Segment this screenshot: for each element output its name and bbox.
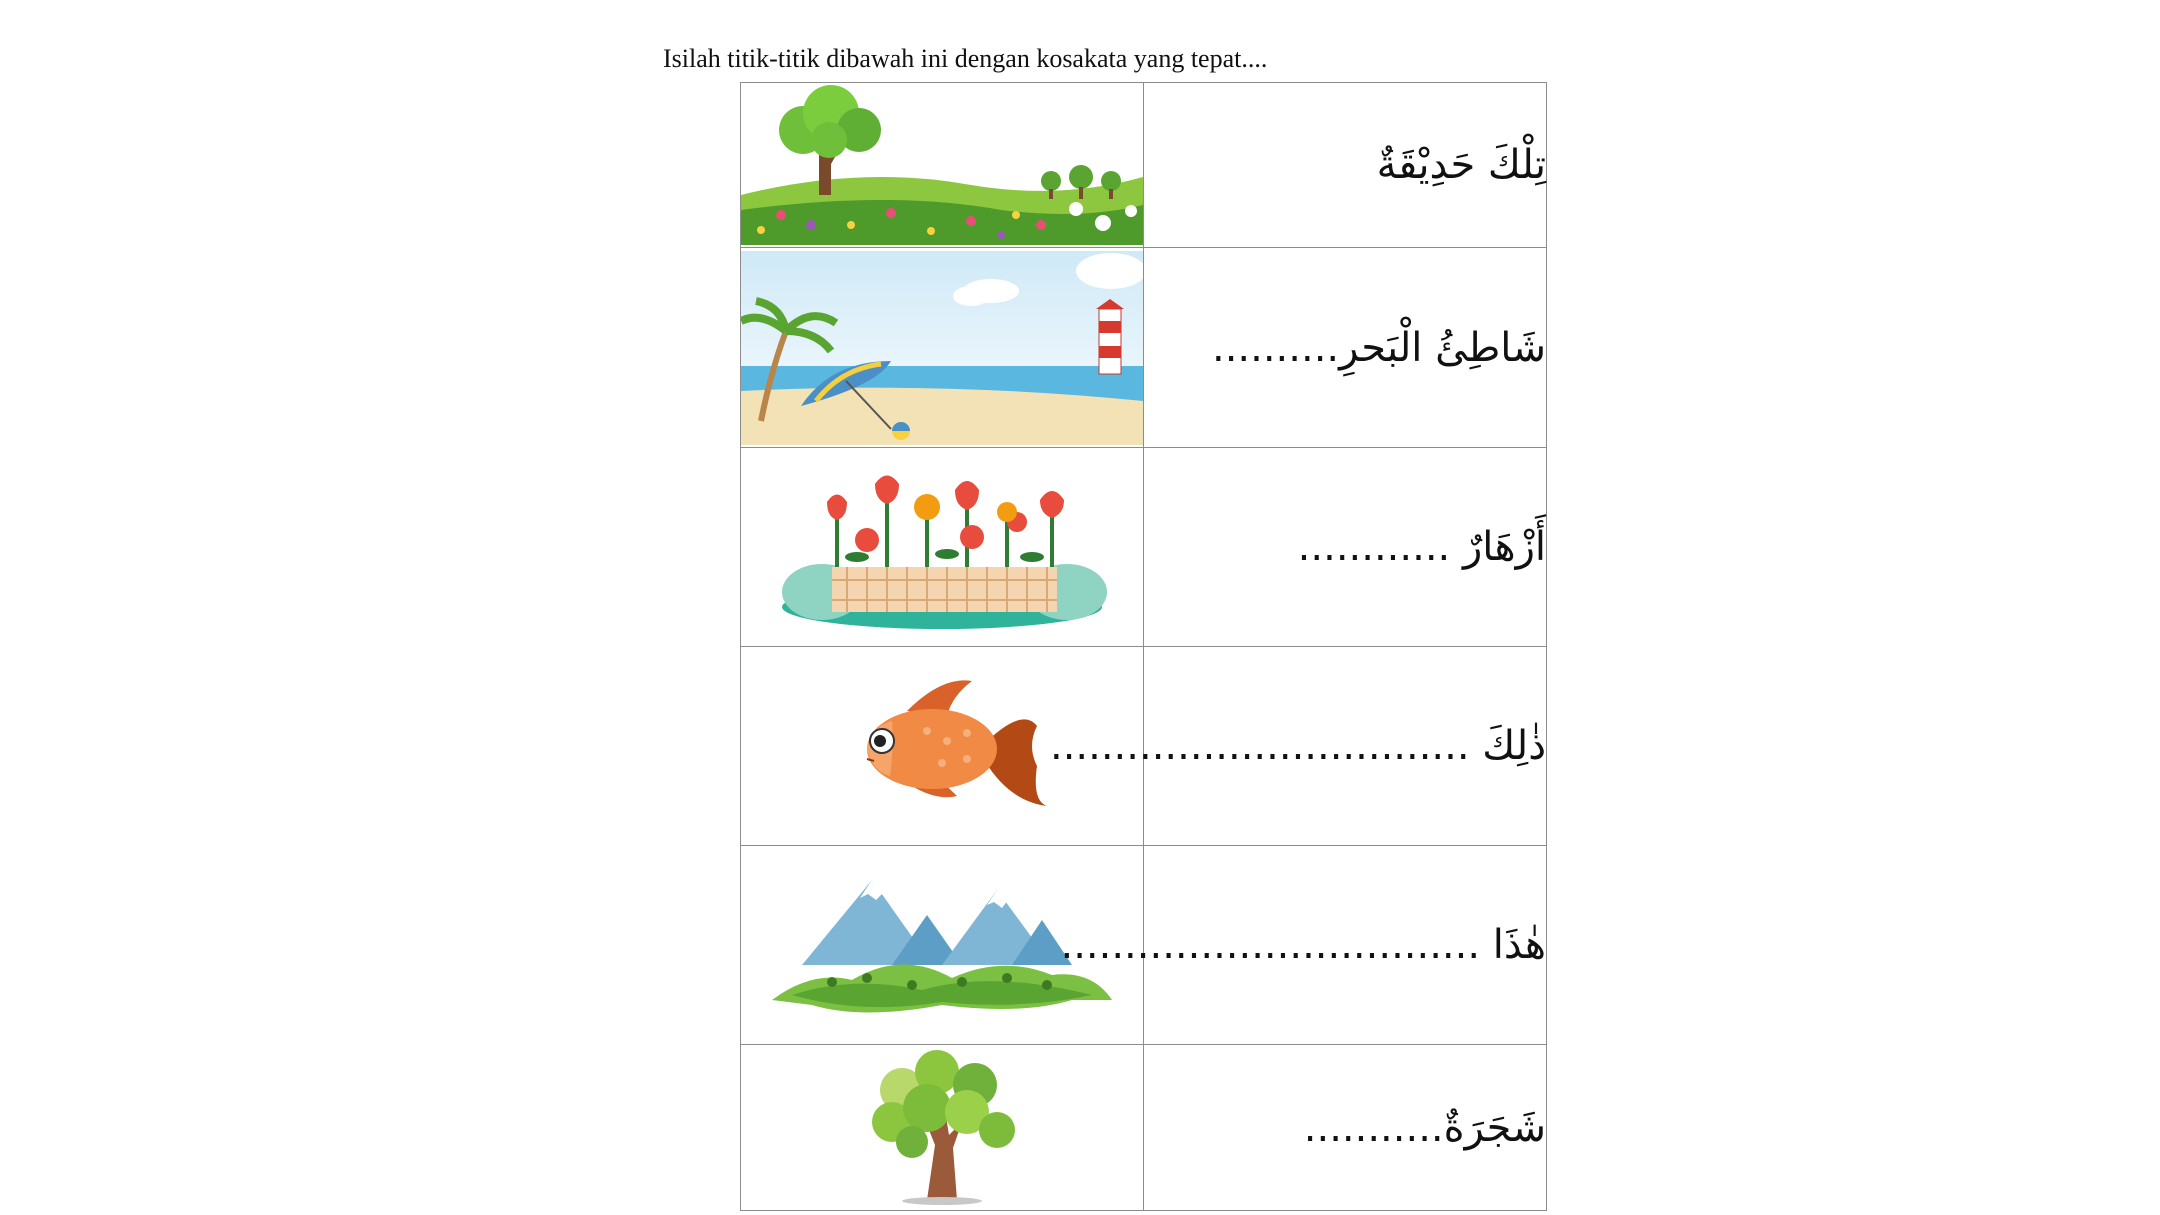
beach-picture	[741, 251, 1143, 445]
arabic-sentence: تِلْكَ حَدِيْقَةٌ	[1144, 83, 1547, 248]
garden-picture	[741, 85, 1143, 245]
tree-picture	[857, 1050, 1027, 1205]
image-cell	[741, 248, 1144, 448]
arabic-sentence: هٰذَا .................................	[1144, 846, 1547, 1045]
arabic-sentence: شَاطِئُ الْبَحرِ..........	[1144, 248, 1547, 448]
table-row	[741, 647, 1547, 846]
flowers-picture	[777, 462, 1107, 632]
table-row	[741, 248, 1547, 448]
image-cell	[741, 83, 1144, 248]
table-row	[741, 448, 1547, 647]
arabic-sentence: شَجَرَةٌ...........	[1144, 1045, 1547, 1211]
vocabulary-table	[740, 82, 1547, 1211]
image-cell	[741, 1045, 1144, 1211]
instruction-text: Isilah titik-titik dibawah ini dengan kosakata yang tepat....	[663, 44, 1268, 73]
fish-picture	[832, 671, 1052, 821]
arabic-sentence: ذٰلِكَ .................................	[1144, 647, 1547, 846]
arabic-sentence: أَزْهَارٌ ............	[1144, 448, 1547, 647]
table-row	[741, 846, 1547, 1045]
image-cell	[741, 448, 1144, 647]
table-row	[741, 1045, 1547, 1211]
table-row	[741, 83, 1547, 248]
